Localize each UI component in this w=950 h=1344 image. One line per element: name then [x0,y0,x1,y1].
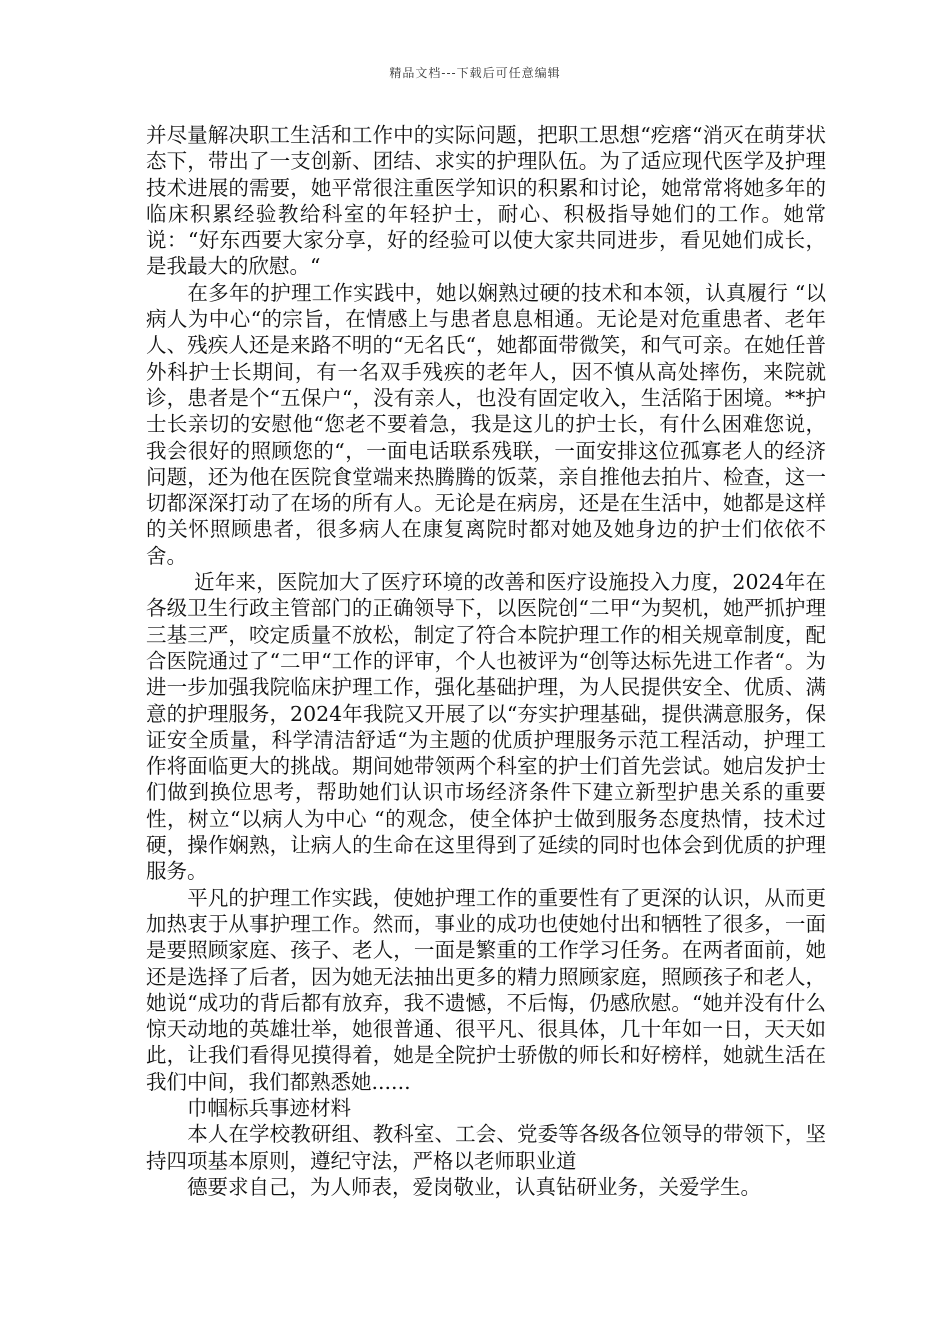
paragraph-sacrifice: 平凡的护理工作实践，使她护理工作的重要性有了更深的认识，从而更加热衷于从事护理工作。然而，事业的成功也使她付出和牺牲了很多，一面是要照顾家庭、孩子、老人，一面是繁重的工作学习任务。在两者面前，她还是选择了后者，因为她无法抽出更多的精力照顾家庭，照顾孩子和老人，她说“成功的背后都有放弃，我不遗憾，不后悔，仍感欣慰。“她并没有什么惊天动地的英雄壮举，她很普通、很平凡、很具体，几十年如一日，天天如此，让我们看得见摸得着，她是全院护士骄傲的师长和好榜样，她就生活在我们中间，我们都熟悉她...... [146,885,826,1094]
section-title: 巾帼标兵事迹材料 [146,1095,351,1120]
paragraph-staff-problems: 并尽量解决职工生活和工作中的实际问题，把职工思想“疙瘩“消灭在萌芽状态下，带出了一支创新、团结、求实的护理队伍。为了适应现代医学及护理技术进展的需要，她平常很注重医学知识的积累和讨论，她常常将她多年的临床积累经验教给科室的年轻护士，耐心、积极指导她们的工作。她常说：“好东西要大家分享，好的经验可以使大家共同进步，看见她们成长，是我最大的欣慰。“ [146,123,826,279]
page-header: 精品文档---下载后可任意编辑 [389,66,561,80]
paragraph-patient-care: 在多年的护理工作实践中，她以娴熟过硬的技术和本领，认真履行 “以病人为中心“的宗旨，在情感上与患者息息相通。无论是对危重患者、老年人、残疾人还是来路不明的“无名氏“，她都面带微笑，和气可亲。在她任普外科护士长期间，有一名双手残疾的老年人，因不慎从高处摔伤，来院就诊，患者是个“五保户“，没有亲人，也没有固定收入，生活陷于困境。**护士长亲切的安慰他“您老不要着急，我是这儿的护士长，有什么困难您说，我会很好的照顾您的“，一面电话联系残联，一面安排这位孤寡老人的经济问题，还为他在医院食堂端来热腾腾的饭菜，亲自推他去拍片、检查，这一切都深深打动了在场的所有人。无论是在病房，还是在生活中，她都是这样的关怀照顾患者，很多病人在康复离院时都对她及她身边的护士们依依不舍。 [146,280,826,568]
paragraph-teacher-continued: 德要求自己，为人师表，爱岗敬业，认真钻研业务，关爱学生。 [146,1174,761,1199]
paragraph-teacher-intro: 本人在学校教研组、教科室、工会、党委等各级各位领导的带领下，坚持四项基本原则，遵纪守法，严格以老师职业道 [146,1122,826,1173]
paragraph-hospital-improvement: 近年来，医院加大了医疗环境的改善和医疗设施投入力度，2024年在各级卫生行政主管部门的正确领导下，以医院创“二甲“为契机，她严抓护理三基三严，咬定质量不放松，制定了符合本院护理工作的相关规章制度，配合医院通过了“二甲“工作的评审，个人也被评为“创等达标先进工作者“。为进一步加强我院临床护理工作，强化基础护理，为人民提供安全、优质、满意的护理服务，2024年我院又开展了以“夯实护理基础，提供满意服务，保证安全质量，科学清洁舒适“为主题的优质护理服务示范工程活动，护理工作将面临更大的挑战。期间她带领两个科室的护士们首先尝试。她启发护士们做到换位思考，帮助她们认识市场经济条件下建立新型护患关系的重要性，树立“以病人为中心 “的观念，使全体护士做到服务态度热情，技术过硬，操作娴熟，让病人的生命在这里得到了延续的同时也体会到优质的护理服务。 [146,570,826,884]
document-body [146,122,826,1200]
